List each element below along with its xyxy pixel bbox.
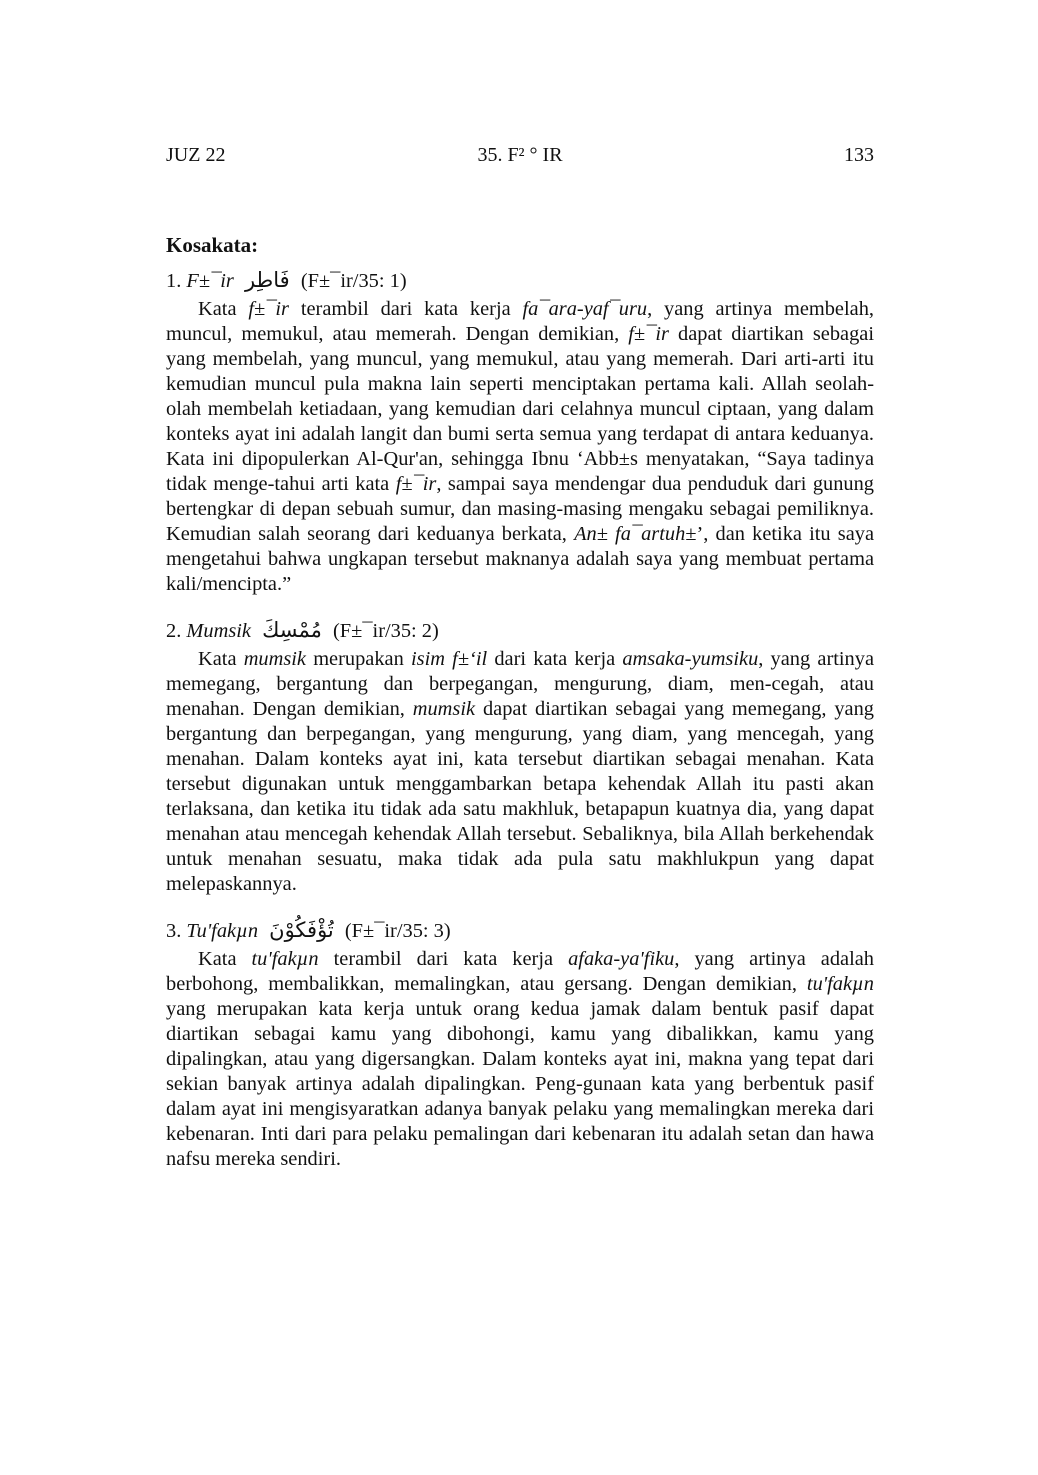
italic-term: afaka-ya'fiku [568,948,675,970]
text-run: Kata [198,948,252,970]
vocab-entry-3 [166,913,874,1172]
text-run: terambil dari kata kerja [318,948,569,970]
italic-term: An± fa¯artuh± [574,523,697,545]
italic-term: f±¯ir [395,473,437,495]
italic-term: amsaka-yumsiku [622,648,759,670]
page-content [166,233,874,1188]
vocab-entry-1 [166,263,874,597]
text-run: Kata [198,298,249,320]
entry-paragraph [166,297,874,597]
italic-term: isim f±‘il [410,648,488,670]
entry-arabic: فَاطِر [244,268,290,292]
text-run: , yang artinya membelah, muncul, memukul, atau memerah. Dengan demikian, [166,298,874,345]
entry-paragraph [166,647,874,897]
entry-number: 1. [166,270,182,292]
page-number: 133 [844,144,874,166]
entry-arabic: مُمْسِكَ [262,618,322,642]
header-juz: JUZ 22 [166,144,226,166]
text-run: ’, dan ketika itu saya mengetahui bahwa ungkapan tersebut maknanya adalah saya yang membuat pertama kali/mencipta.” [166,523,874,595]
header-surah: 35. F² ° IR [477,144,563,166]
text-run: dapat diartikan sebagai yang membelah, yang muncul, yang memukul, atau yang memerah. Dari arti-arti itu kemudian muncul pula makna lain seperti menciptakan pertama kali. Allah seolah-olah membelah ketiadaan, yang kemudian dari celahnya muncul ciptaan, yang dalam konteks ayat ini adalah langit dan bumi serta semua yang terdapat di antara keduanya. Kata ini dipopulerkan Al-Qur'an, sehingga Ibnu ‘Abb±s menyatakan, “Saya tadinya tidak menge-tahui arti kata [166,323,874,495]
section-title: Kosakata: [166,233,259,257]
entry-heading [166,263,874,297]
text-run: terambil dari kata kerja [288,298,523,320]
italic-term: mumsik [412,698,476,720]
italic-term: tu'fakµn [251,948,319,970]
text-run: yang merupakan kata kerja untuk orang kedua jamak dalam bentuk pasif dapat diartikan sebagai kamu yang dibohongi, kamu yang dibalikkan, kamu yang dipalingkan, atau yang digersangkan. Dalam konteks ayat ini, makna yang tepat dari sekian banyak artinya adalah dipalingkan. Peng-gunaan kata yang berbentuk pasif dalam ayat ini mengisyaratkan adanya banyak pelaku yang memalingkan mereka dari kebenaran. Inti dari para pelaku pemalingan dari kebenaran itu adalah setan dan hawa nafsu mereka sendiri. [166,998,874,1170]
entry-heading [166,913,874,947]
text-run: Kata [198,648,244,670]
entry-reference: (F±¯ir/35: 1) [300,270,407,292]
italic-term: f±¯ir [628,323,669,345]
text-run: , sampai saya mendengar dua penduduk dari gunung bertengkar di depan sebuah sumur, dan masing-masing mengaku sebagai pemiliknya. Kemudian salah seorang dari keduanya berkata, [166,473,874,545]
text-run: merupakan [306,648,411,670]
entry-reference: (F±¯ir/35: 2) [333,620,439,642]
italic-term: tu'fakµn [806,973,874,995]
entry-reference: (F±¯ir/35: 3) [344,920,451,942]
text-run: , yang artinya adalah berbohong, membalikkan, memalingkan, atau gersang. Dengan demikian, [166,948,874,995]
entry-paragraph [166,947,874,1172]
entry-term: F±¯ir [186,270,234,292]
vocab-entry-2 [166,613,874,897]
text-run: dari kata kerja [487,648,623,670]
entry-number: 2. [166,620,182,642]
entry-number: 3. [166,920,182,942]
text-run: dapat diartikan sebagai yang memegang, yang bergantung dan berpegangan, yang mengurung, yang diam, yang mencegah, yang menahan. Dalam konteks ayat ini, kata tersebut diartikan sebagai menahan. Kata tersebut digunakan untuk menggambarkan betapa kehendak Allah itu pasti akan terlaksana, dan ketika itu tidak ada satu makhluk, betapapun kuatnya dia, yang dapat menahan atau mencegah kehendak Allah tersebut. Sebaliknya, bila Allah berkehendak untuk menahan sesuatu, maka tidak ada pula satu makhlukpun yang dapat melepaskannya. [166,698,874,895]
italic-term: mumsik [243,648,306,670]
entry-arabic: تُؤْفَكُوْنَ [269,918,334,942]
italic-term: fa¯ara-yaf¯uru [522,298,648,320]
entry-term: Mumsik [186,620,251,642]
entry-term: Tu'fakµn [186,920,259,942]
entry-heading [166,613,874,647]
italic-term: f±¯ir [248,298,289,320]
page-header [166,144,874,172]
text-run: , yang artinya memegang, bergantung dan berpegangan, mengurung, diam, men-cegah, atau menahan. Dengan demikian, [166,648,875,720]
